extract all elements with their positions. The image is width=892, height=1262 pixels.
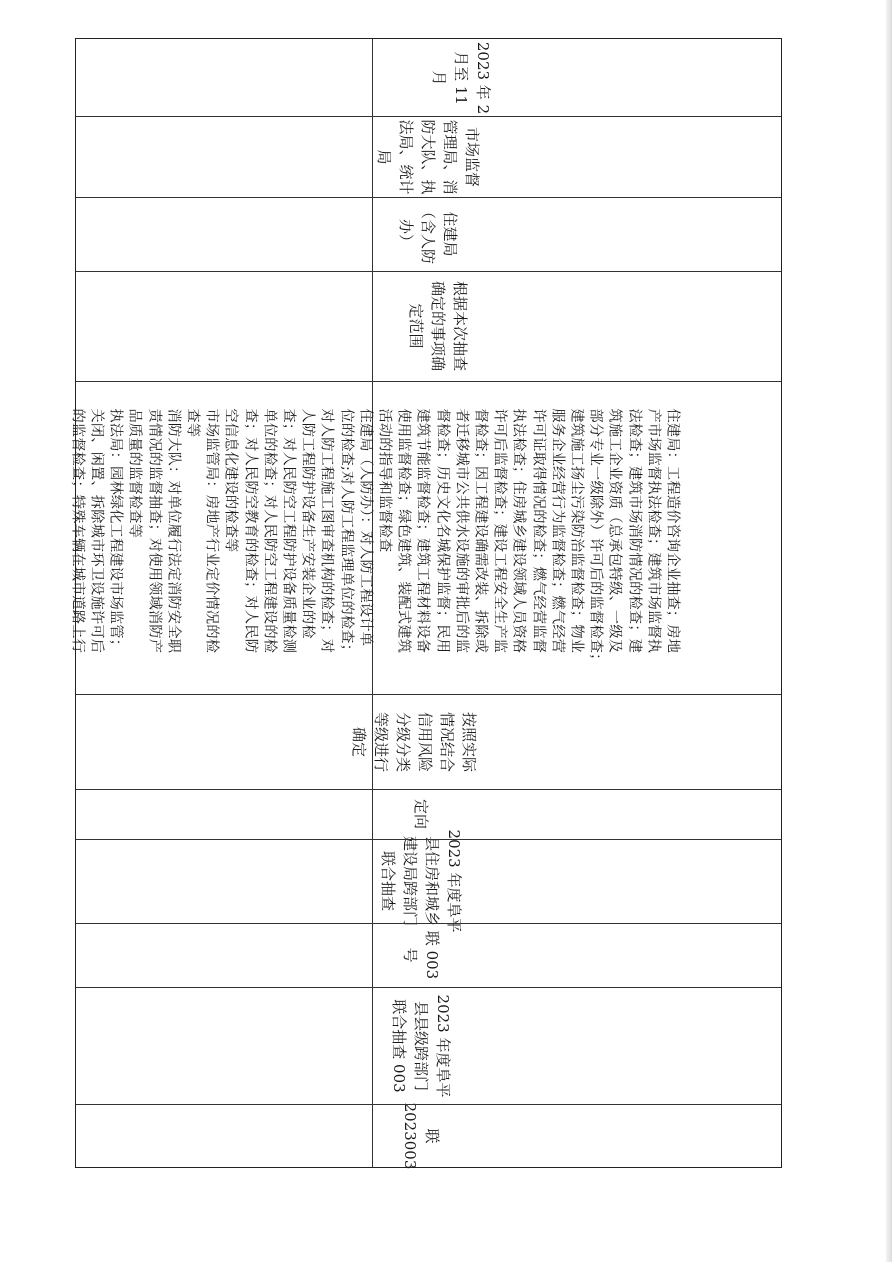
cell-task-code xyxy=(76,1104,781,1167)
cell-lead-dept xyxy=(76,197,781,271)
cell-scope xyxy=(76,271,781,381)
check-type-text: 定向 xyxy=(412,798,430,830)
plan-name-text: 2023 年度阜平 县住房和城乡 建设局跨部门 联合抽查 xyxy=(379,829,463,933)
inspection-items-text: 住建局：工程造价咨询企业抽查；房地 产市场监督执法检查；建筑市场监督执 法检查；建筑市场消防情况的检查；建 筑施工企业资质（总承包特级、一级及 部分专业一级除外）许可后的监督检查； 建筑施工扬尘污染防治监督检查；物业 服务企业经营行为监督检查；燃气经营 许可证取得情况的检查；燃气经营监督 执法检查；住房城乡建设领域人员资格 许可后监督检查；建设工程安全生产监 督检查；因工程建设确需改装、拆除或 者迁移城市公共供水设施的审批后的监 督检查；历史文化名城保护监督；民用 建筑节能监督检查；建筑工程材料设备 使用监督检查；绿色建筑、装配式建筑 活动的指导和监督检查 住建局（人防办）：对人防工程设计单 位的检查;对人防工程监理单位的检查； 对人防工程施工图审查机构的检查；对 人防工程防护设备生产安装企业的检 查；对人民防空工程防护设备质量检测 单位的检查；对人民防空工程建设的检 查；对人民防空教育的检查；对人民防 空信息化建设的检查等 市场监管局：房地产行业定价情况的检 查等 消防大队：对单位履行法定消防安全职 责情况的监督抽查；对使用领域消防产 品质量的监督检查等 执法局：园林绿化工程建设市场监管； 关闭、闲置、拆除城市环卫设施许可后 的监督检查；特殊车辆在城市道路上行 xyxy=(68,408,681,667)
row-divider xyxy=(76,839,781,840)
lead-dept-text: 住建局 （含人防 办） xyxy=(397,203,459,265)
cell-inspection-items xyxy=(68,381,781,694)
rotated-inspection-table xyxy=(68,38,782,1169)
cell-ratio-method xyxy=(76,694,781,789)
plan-code-text: 联 003 号 xyxy=(401,930,441,980)
scope-text: 根据本次抽查 确定的事项确 定范围 xyxy=(407,280,469,372)
task-code-text: 联 2023003 xyxy=(401,1102,441,1169)
cell-time-range xyxy=(76,39,781,116)
row-divider xyxy=(76,271,781,272)
cell-cooperating-depts xyxy=(76,116,781,197)
ratio-method-text: 按照实际 情况结合 信用风险 分级分类 等级进行 确定 xyxy=(350,711,478,772)
row-divider xyxy=(76,116,781,117)
row-divider xyxy=(76,694,781,695)
cooperating-depts-text: 市场监督 管理局、消 防大队、执 法局、统计 局 xyxy=(375,118,481,195)
cell-plan-name xyxy=(76,829,781,933)
cell-task-name xyxy=(76,987,781,1104)
row-divider xyxy=(76,923,781,924)
time-range-text: 2023 年 2 月至 11 月 xyxy=(430,41,492,114)
cell-plan-code xyxy=(76,923,781,987)
scan-edge xyxy=(886,0,892,1262)
task-name-text: 2023 年度阜平 县县级跨部门 联合抽查 003 xyxy=(390,994,452,1097)
row-divider xyxy=(76,789,781,790)
row-divider xyxy=(76,381,781,382)
row-divider xyxy=(76,197,781,198)
row-divider xyxy=(76,1104,781,1105)
